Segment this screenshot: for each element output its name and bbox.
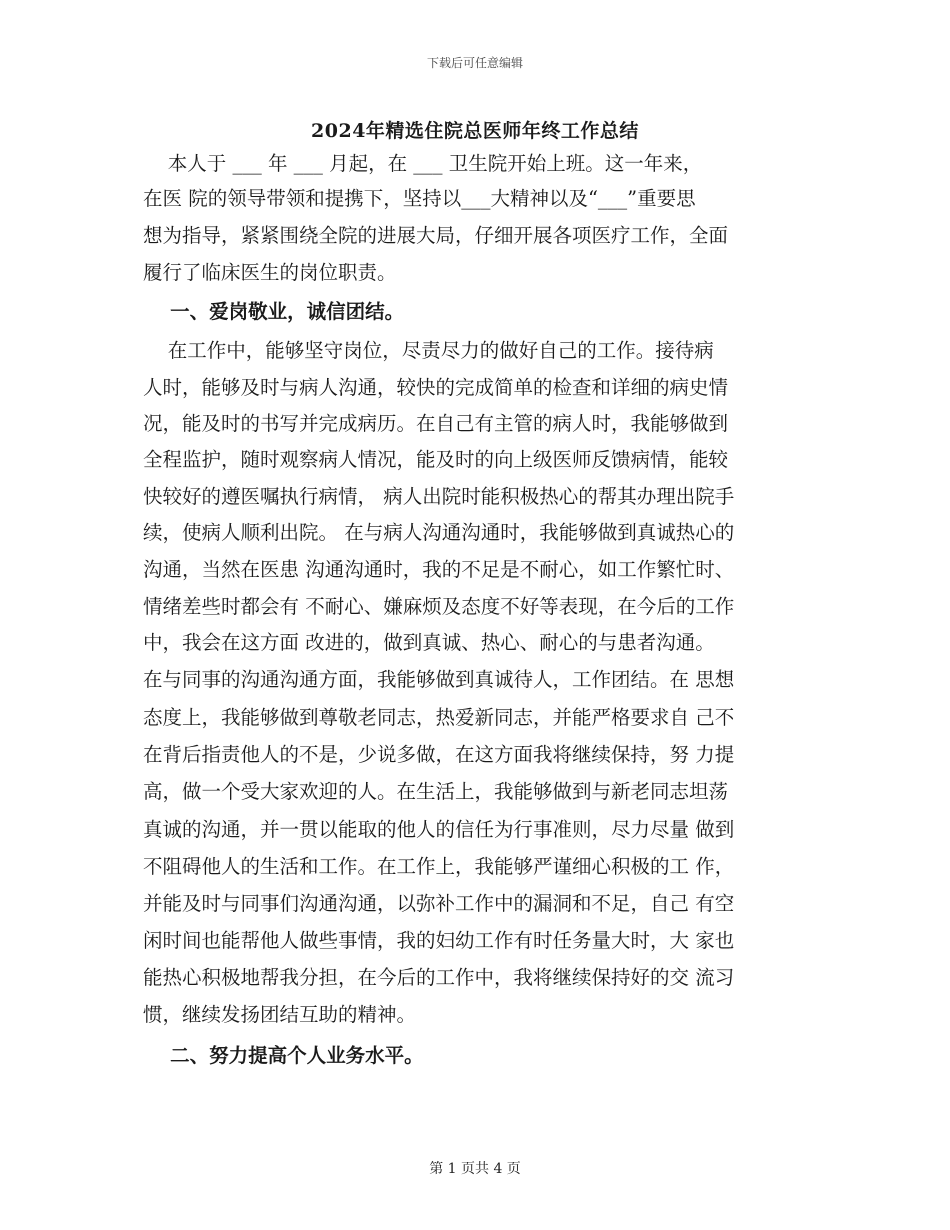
body-line: 闲时间也能帮他人做些事情，我的妇幼工作有时任务量大时，大 家也	[143, 929, 735, 952]
body-line: 惯，继续发扬团结互助的精神。	[143, 1003, 417, 1026]
header-note: 下载后可任意编辑	[426, 56, 523, 70]
body-line: 不阻碍他人的生活和工作。在工作上，我能够严谨细心积极的工 作，	[143, 855, 735, 878]
body-line: 快较好的遵医嘱执行病情， 病人出院时能积极热心的帮其办理出院手	[143, 485, 735, 508]
body-line: 沟通，当然在医患 沟通沟通时，我的不足是不耐心，如工作繁忙时、	[143, 558, 735, 581]
body-line: 人时，能够及时与病人沟通，较快的完成简单的检查和详细的病史情	[143, 376, 729, 399]
body-line: 在工作中，能够坚守岗位，尽责尽力的做好自己的工作。接待病	[143, 339, 714, 362]
document-title: 2024年精选住院总医师年终工作总结	[311, 120, 639, 142]
body-line: 态度上，我能够做到尊敬老同志，热爱新同志，并能严格要求自 己不	[143, 706, 735, 729]
section-heading-1: 一、爱岗敬业，诚信团结。	[143, 300, 405, 323]
body-line: 本人于 ___ 年 ___ 月起，在 ___ 卫生院开始上班。这一年来，	[143, 152, 703, 175]
body-line: 履行了临床医生的岗位职责。	[143, 261, 397, 284]
body-line: 在与同事的沟通沟通方面，我能够做到真诚待人，工作团结。在 思想	[143, 668, 735, 691]
section-heading-2: 二、努力提高个人业务水平。	[143, 1044, 424, 1067]
body-line: 续，使病人顺利出院。 在与病人沟通沟通时，我能够做到真诚热心的	[143, 521, 735, 544]
body-line: 情绪差些时都会有 不耐心、嫌麻烦及态度不好等表现，在今后的工作	[143, 595, 735, 618]
body-line: 全程监护，随时观察病人情况，能及时的向上级医师反馈病情，能较	[143, 448, 729, 471]
body-line: 并能及时与同事们沟通沟通，以弥补工作中的漏洞和不足，自己 有空	[143, 892, 735, 915]
body-line: 真诚的沟通，并一贯以能取的他人的信任为行事准则，尽力尽量 做到	[143, 818, 735, 841]
body-line: 高，做一个受大家欢迎的人。在生活上，我能够做到与新老同志坦荡	[143, 780, 729, 803]
body-line: 想为指导，紧紧围绕全院的进展大局，仔细开展各项医疗工作，全面	[143, 224, 729, 247]
body-line: 在医 院的领导带领和提携下，坚持以___大精神以及“___”重要思	[143, 187, 696, 210]
body-line: 中，我会在这方面 改进的，做到真诚、热心、耐心的与患者沟通。	[143, 631, 715, 654]
body-line: 能热心积极地帮我分担，在今后的工作中，我将继续保持好的交 流习	[143, 966, 735, 989]
page-footer: 第 1 页共 4 页	[429, 1161, 521, 1177]
body-line: 在背后指责他人的不是，少说多做，在这方面我将继续保持，努 力提	[143, 743, 735, 766]
body-line: 况，能及时的书写并完成病历。在自己有主管的病人时，我能够做到	[143, 412, 729, 435]
